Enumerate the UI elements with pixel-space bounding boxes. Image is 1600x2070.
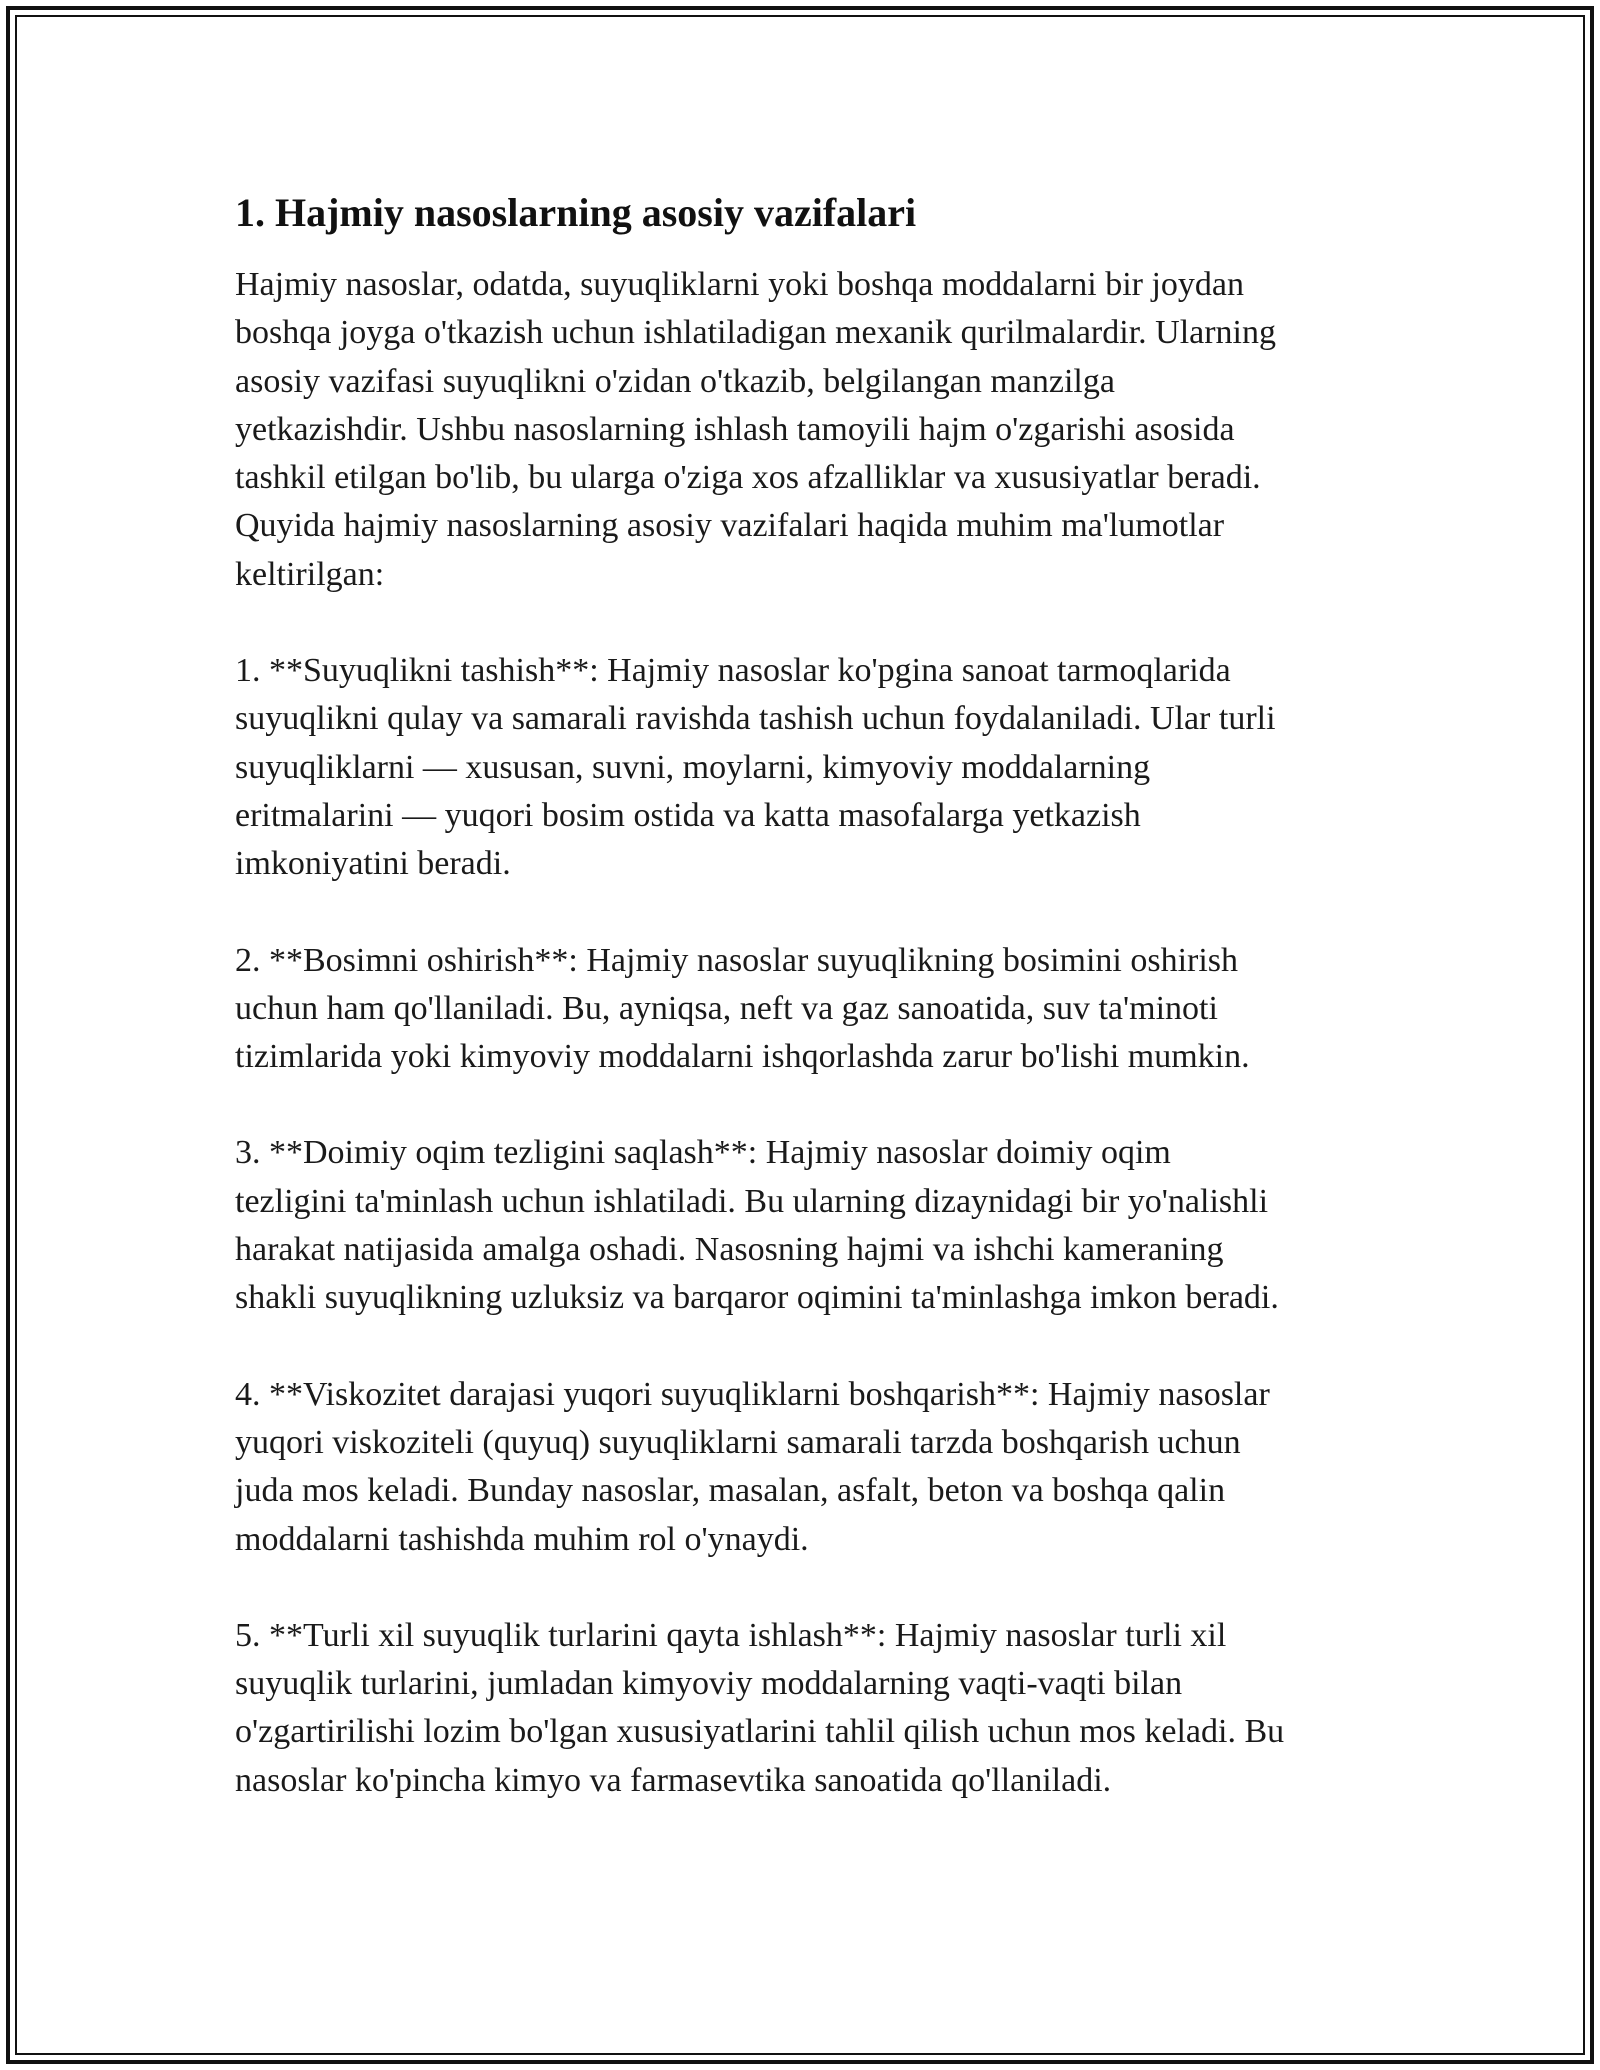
document-title: 1. Hajmiy nasoslarning asosiy vazifalari: [235, 190, 917, 235]
intro-paragraph: Hajmiy nasoslar, odatda, suyuqliklarni yoki boshqa moddalarni bir joydan boshqa joyga o'tkazish uchun ishlatiladigan mexanik qurilmalardir. Ularning asosiy vazifasi suyuqlikni o'zidan o'tkazib, belgilangan manzilga yetkazishdir. Ushbu nasoslarning ishlash tamoyili hajm o'zgarishi asosida tashkil etilgan bo'lib, bu ularga o'ziga xos afzalliklar va xususiyatlar beradi. Quyida hajmiy nasoslarning asosiy vazifalari haqida muhim ma'lumotlar keltirilgan:: [235, 266, 1277, 593]
document-body: [235, 185, 1385, 1853]
list-item: 2. **Bosimni oshirish**: Hajmiy nasoslar suyuqlikning bosimini oshirish uchun ham qo'llaniladi. Bu, ayniqsa, neft va gaz sanoatida, suv ta'minoti tizimlarida yoki kimyoviy moddalarni ishqorlashda zarur bo'lishi mumkin.: [235, 941, 1250, 1076]
list-item: 5. **Turli xil suyuqlik turlarini qayta ishlash**: Hajmiy nasoslar turli xil suyuqlik turlarini, jumladan kimyoviy moddalarning vaqti-vaqti bilan o'zgartirilishi lozim bo'lgan xususiyatlarini tahlil qilish uchun mos keladi. Bu nasoslar ko'pincha kimyo va farmasevtika sanoatida qo'llaniladi.: [235, 1616, 1285, 1799]
list-item: 3. **Doimiy oqim tezligini saqlash**: Hajmiy nasoslar doimiy oqim tezligini ta'minlash uchun ishlatiladi. Bu ularning dizaynidagi bir yo'nalishli harakat natijasida amalga oshadi. Nasosning hajmi va ishchi kameraning shakli suyuqlikning uzluksiz va barqaror oqimini ta'minlashga imkon beradi.: [235, 1134, 1279, 1317]
list-item: 1. **Suyuqlikni tashish**: Hajmiy nasoslar ko'pgina sanoat tarmoqlarida suyuqlikni qulay va samarali ravishda tashish uchun foydalaniladi. Ular turli suyuqliklarni — xususan, suvni, moylarni, kimyoviy moddalarning eritmalarini — yuqori bosim ostida va katta masofalarga yetkazish imkoniyatini beradi.: [235, 652, 1276, 883]
list-item: 4. **Viskozitet darajasi yuqori suyuqliklarni boshqarish**: Hajmiy nasoslar yuqori viskoziteli (quyuq) suyuqliklarni samarali tarzda boshqarish uchun juda mos keladi. Bunday nasoslar, masalan, asfalt, beton va boshqa qalin moddalarni tashishda muhim rol o'ynaydi.: [235, 1375, 1270, 1558]
